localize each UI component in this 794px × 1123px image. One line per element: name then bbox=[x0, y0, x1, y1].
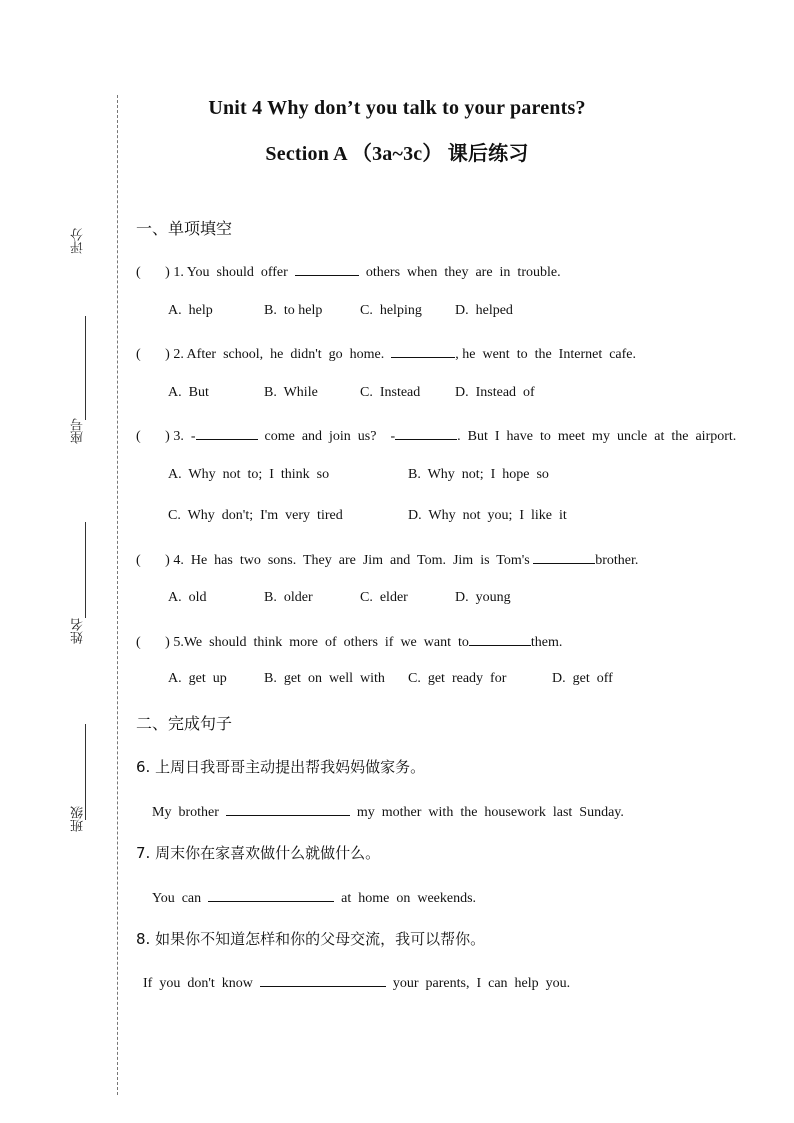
page-title: Unit 4 Why don’t you talk to your parents? bbox=[208, 97, 586, 119]
sentence-7-chinese: 7. 周末你在家喜欢做什么就做什么。 bbox=[136, 844, 381, 862]
q1-option-d: D. helped bbox=[455, 303, 513, 318]
binding-dashed-line bbox=[117, 95, 118, 1095]
q1-option-a: A. help bbox=[168, 303, 213, 318]
q5-option-d: D. get off bbox=[552, 671, 613, 686]
q2-option-d: D. Instead of bbox=[455, 385, 535, 400]
answer-paren: ( ) bbox=[136, 347, 170, 362]
name-underline bbox=[85, 522, 86, 618]
answer-blank[interactable] bbox=[208, 887, 334, 902]
question-3: ( ) 3. - come and join us? - . But I have to meet my uncle at the airport. bbox=[136, 425, 736, 445]
question-1: ( ) 1. You should offer others when they are in trouble. bbox=[136, 261, 561, 281]
answer-blank[interactable] bbox=[533, 549, 595, 564]
section-heading-single-choice: 一、单项填空 bbox=[136, 219, 233, 238]
q3-option-b: B. Why not; I hope so bbox=[408, 467, 549, 482]
q4-option-c: C. elder bbox=[360, 590, 408, 605]
answer-blank[interactable] bbox=[469, 631, 531, 646]
sentence-7-english: You can at home on weekends. bbox=[152, 887, 476, 907]
sentence-6-chinese: 6. 上周日我哥哥主动提出帮我妈妈做家务。 bbox=[136, 758, 426, 776]
seat-underline bbox=[85, 316, 86, 420]
q4-option-d: D. young bbox=[455, 590, 511, 605]
q3-option-d: D. Why not you; I like it bbox=[408, 508, 567, 523]
class-label: 班级 bbox=[71, 806, 86, 832]
question-4: ( ) 4. He has two sons. They are Jim and Tom. Jim is Tom's brother. bbox=[136, 549, 638, 569]
q2-option-b: B. While bbox=[264, 385, 318, 400]
score-label: 评分 bbox=[71, 228, 86, 254]
answer-paren: ( ) bbox=[136, 553, 170, 568]
name-label: 姓名 bbox=[71, 618, 86, 644]
q5-option-a: A. get up bbox=[168, 671, 227, 686]
answer-paren: ( ) bbox=[136, 429, 170, 444]
answer-blank[interactable] bbox=[196, 425, 258, 440]
q4-option-a: A. old bbox=[168, 590, 207, 605]
page-subtitle: Section A （3a~3c） 课后练习 bbox=[265, 143, 529, 165]
answer-paren: ( ) bbox=[136, 635, 170, 650]
q1-option-c: C. helping bbox=[360, 303, 422, 318]
q5-option-c: C. get ready for bbox=[408, 671, 507, 686]
answer-blank[interactable] bbox=[295, 261, 359, 276]
answer-blank[interactable] bbox=[391, 343, 455, 358]
q5-option-b: B. get on well with bbox=[264, 671, 385, 686]
section-heading-complete-sentences: 二、完成句子 bbox=[136, 714, 233, 733]
q2-option-a: A. But bbox=[168, 385, 209, 400]
q3-option-c: C. Why don't; I'm very tired bbox=[168, 508, 343, 523]
answer-blank[interactable] bbox=[395, 425, 457, 440]
answer-paren: ( ) bbox=[136, 265, 170, 280]
answer-blank[interactable] bbox=[226, 801, 350, 816]
sentence-8-chinese: 8. 如果你不知道怎样和你的父母交流，我可以帮你。 bbox=[136, 930, 486, 948]
answer-blank[interactable] bbox=[260, 972, 386, 987]
q1-option-b: B. to help bbox=[264, 303, 323, 318]
q4-option-b: B. older bbox=[264, 590, 313, 605]
seat-label: 座号 bbox=[71, 418, 86, 444]
question-5: ( ) 5.We should think more of others if we want to them. bbox=[136, 631, 562, 651]
q3-option-a: A. Why not to; I think so bbox=[168, 467, 330, 482]
question-2: ( ) 2. After school, he didn't go home. , he went to the Internet cafe. bbox=[136, 343, 636, 363]
q2-option-c: C. Instead bbox=[360, 385, 421, 400]
sentence-8-english: If you don't know your parents, I can help you. bbox=[143, 972, 570, 992]
sentence-6-english: My brother my mother with the housework last Sunday. bbox=[152, 801, 624, 821]
